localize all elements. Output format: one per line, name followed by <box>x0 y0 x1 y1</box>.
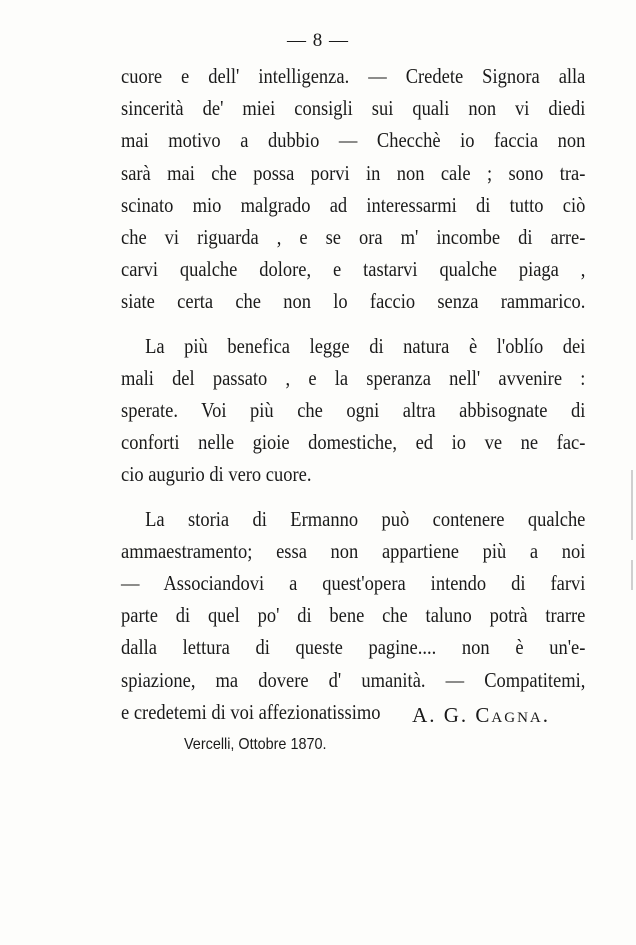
page-edge-mark <box>631 560 633 590</box>
text-line: carvi qualche dolore, e tastarvi qualche piaga , <box>121 257 586 282</box>
text-line: che vi riguarda , e se ora m' incombe di arre- <box>121 225 586 250</box>
paragraph <box>121 503 586 728</box>
text-line: dalla lettura di queste pagine.... non è un'e- <box>121 635 586 660</box>
author-signature: A. G. Cagna. <box>412 703 550 727</box>
text-line: cio augurio di vero cuore. <box>121 462 312 487</box>
text-line: — Associandovi a quest'opera intendo di farvi <box>121 571 586 596</box>
page-number: — 8 — <box>287 30 349 51</box>
paragraph <box>121 60 586 318</box>
text-line: La più benefica legge di natura è l'oblío dei <box>145 333 586 358</box>
page-edge-mark <box>631 470 633 540</box>
text-line: sincerità de' miei consigli sui quali non vi diedi <box>121 96 586 121</box>
text-line: spiazione, ma dovere d' umanità. — Compatitemi, <box>121 667 586 692</box>
paragraph-gap <box>121 491 521 503</box>
paragraph <box>121 330 586 491</box>
text-line: siate certa che non lo faccio senza rammarico. <box>121 289 586 314</box>
text-line: sperate. Voi più che ogni altra abbisognate di <box>121 398 586 423</box>
text-line: mai motivo a dubbio — Checchè io faccia non <box>121 128 586 153</box>
text-line: ammaestramento; essa non appartiene più a noi <box>121 538 586 563</box>
body-text <box>121 60 586 728</box>
text-line: parte di quel po' di bene che taluno potrà trarre <box>121 603 586 628</box>
text-line: La storia di Ermanno può contenere qualche <box>145 506 586 531</box>
text-line: cuore e dell' intelligenza. — Credete Signora alla <box>121 64 586 88</box>
text-line: scinato mio malgrado ad interessarmi di tutto ciò <box>121 192 586 217</box>
text-line: e credetemi di voi affezionatissimo <box>121 699 381 724</box>
paragraph-gap <box>121 318 521 330</box>
text-line: sarà mai che possa porvi in non cale ; sono tra- <box>121 160 586 185</box>
dateline: Vercelli, Ottobre 1870. <box>184 736 327 753</box>
text-line: conforti nelle gioie domestiche, ed io ve ne fac- <box>121 430 586 455</box>
text-line: mali del passato , e la speranza nell' avvenire : <box>121 365 586 390</box>
